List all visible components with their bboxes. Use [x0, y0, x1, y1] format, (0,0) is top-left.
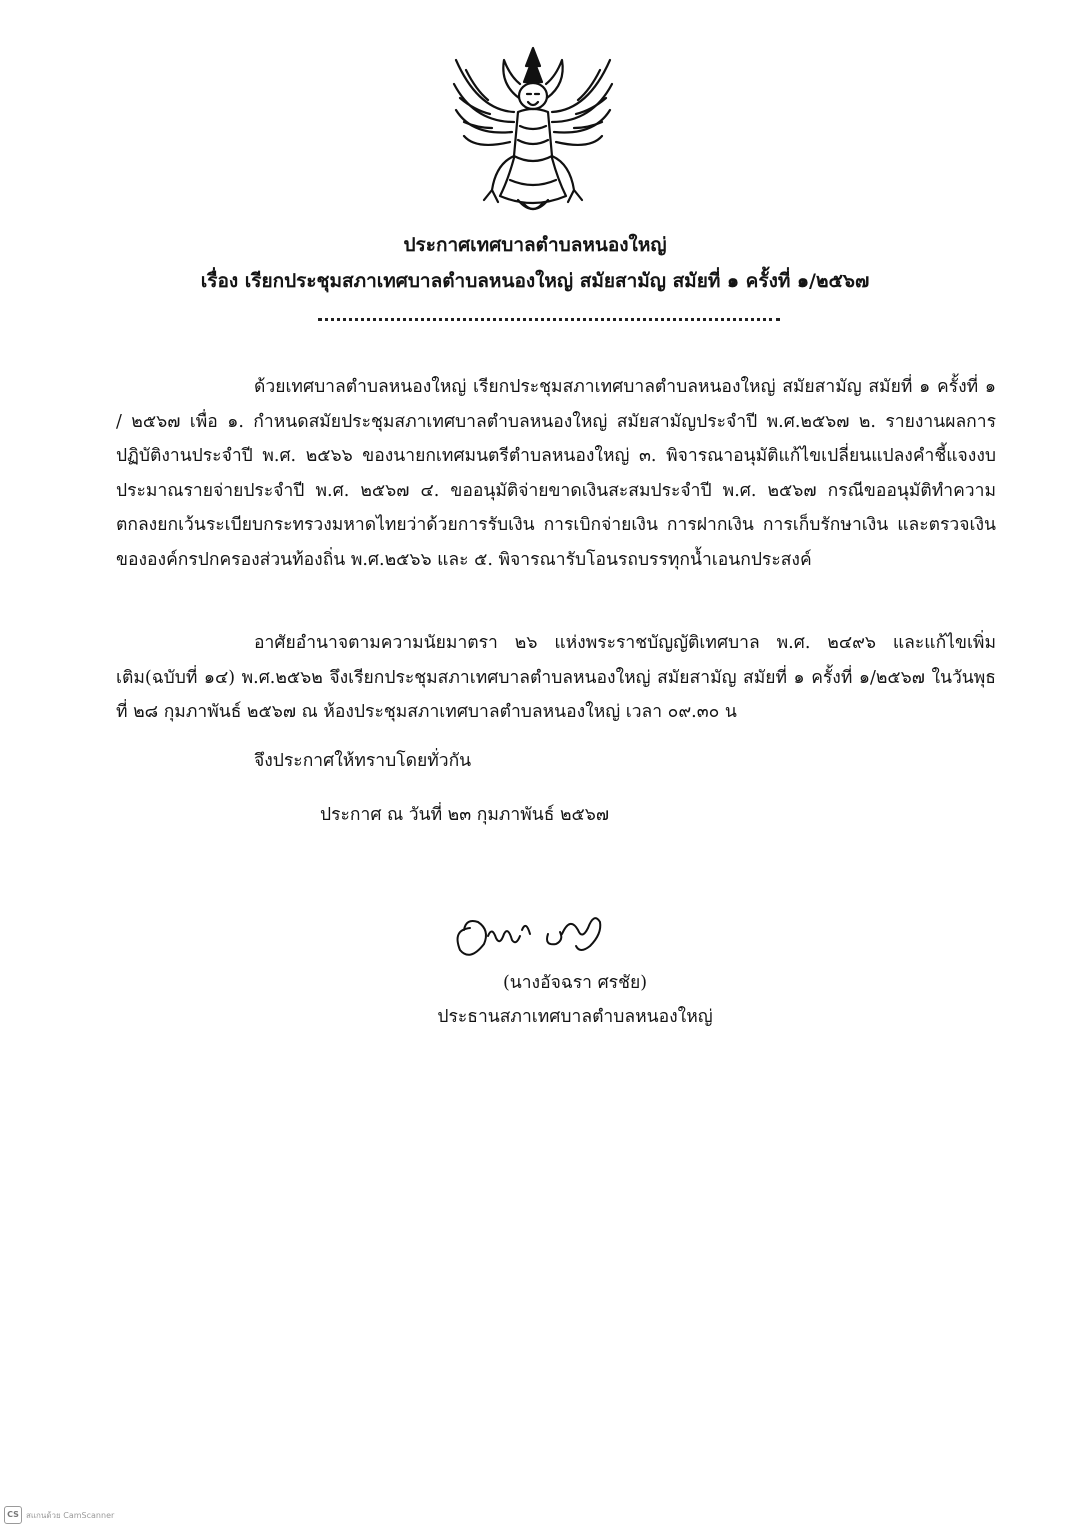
handwritten-signature-icon	[430, 900, 630, 970]
announcement-date: ประกาศ ณ วันที่ ๒๓ กุมภาพันธ์ ๒๕๖๗	[320, 805, 610, 825]
document-subject: เรื่อง เรียกประชุมสภาเทศบาลตำบลหนองใหญ่ สมัยสามัญ สมัยที่ ๑ ครั้งที่ ๑/๒๕๖๗	[200, 270, 870, 292]
dotted-separator	[318, 318, 780, 321]
body-paragraph-2: อาศัยอำนาจตามความนัยมาตรา ๒๖ แห่งพระราชบัญญัติเทศบาล พ.ศ. ๒๔๙๖ และแก้ไขเพิ่มเติม(ฉบับที่ ๑๔) พ.ศ.๒๕๖๒ จึงเรียกประชุมสภาเทศบาลตำบลหนองใหญ่ สมัยสามัญ สมัยที่ ๑ ครั้งที่ ๑/๒๕๖๗ ในวันพุธที่ ๒๘ กุมภาพันธ์ ๒๕๖๗ ณ ห้องประชุมสภาเทศบาลตำบลหนองใหญ่ เวลา ๐๙.๓๐ น	[116, 633, 996, 722]
document-title: ประกาศเทศบาลตำบลหนองใหญ่	[403, 234, 667, 256]
camscanner-logo-icon: CS	[4, 1506, 22, 1524]
scanner-watermark	[4, 1506, 114, 1524]
closing-line: จึงประกาศให้ทราบโดยทั่วกัน	[254, 751, 472, 771]
body-paragraph-1: ด้วยเทศบาลตำบลหนองใหญ่ เรียกประชุมสภาเทศบาลตำบลหนองใหญ่ สมัยสามัญ สมัยที่ ๑ ครั้งที่ ๑ / ๒๕๖๗ เพื่อ ๑. กำหนดสมัยประชุมสภาเทศบาลตำบลหนองใหญ่ สมัยสามัญประจำปี พ.ศ.๒๕๖๗ ๒. รายงานผลการปฏิบัติงานประจำปี พ.ศ. ๒๕๖๖ ของนายกเทศมนตรีตำบลหนองใหญ่ ๓. พิจารณาอนุมัติแก้ไขเปลี่ยนแปลงคำชี้แจงงบประมาณรายจ่ายประจำปี พ.ศ. ๒๕๖๗ ๔. ขออนุมัติจ่ายขาดเงินสะสมประจำปี พ.ศ. ๒๕๖๗ กรณีขออนุมัติทำความตกลงยกเว้นระเบียบกระทรวงมหาดไทยว่าด้วยการรับเงิน การเบิกจ่ายเงิน การฝากเงิน การเก็บรักษาเงิน และตรวจเงินขององค์กรปกครองส่วนท้องถิ่น พ.ศ.๒๕๖๖ และ ๕. พิจารณารับโอนรถบรรทุกน้ำเอนกประสงค์	[116, 377, 996, 570]
signer-name: (นางอัจฉรา ศรชัย)	[502, 973, 648, 993]
garuda-emblem-icon	[448, 40, 618, 220]
scanner-text: สแกนด้วย CamScanner	[26, 1510, 115, 1520]
signer-title: ประธานสภาเทศบาลตำบลหนองใหญ่	[437, 1007, 713, 1027]
